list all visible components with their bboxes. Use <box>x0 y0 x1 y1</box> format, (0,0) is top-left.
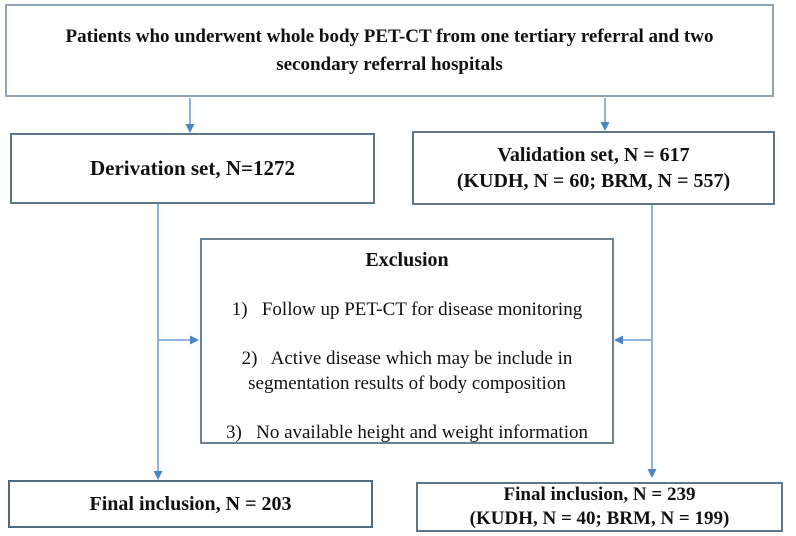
validation-set-line1: Validation set, N = 617 <box>497 144 690 166</box>
exclusion-title: Exclusion <box>365 249 449 271</box>
exclusion-item-2: 2) Active disease which may be include in segmentation results of body composition <box>241 348 573 394</box>
arrow-right-branch-to-exclusion <box>614 336 652 345</box>
exclusion-item-1: 1) Follow up PET-CT for disease monitoring <box>231 299 583 320</box>
final-inclusion-derivation-label: Final inclusion, N = 203 <box>89 492 292 515</box>
patients-source-line2: secondary referral hospitals <box>276 53 503 75</box>
arrow-left-branch-to-exclusion <box>158 336 199 345</box>
derivation-set-label: Derivation set, N=1272 <box>89 156 296 180</box>
final-inclusion-derivation-box <box>8 480 373 528</box>
validation-set-line2: (KUDH, N = 60; BRM, N = 557) <box>456 170 731 192</box>
arrow-validation-to-final-right <box>648 205 657 478</box>
final-inclusion-validation-line1: Final inclusion, N = 239 <box>503 484 696 505</box>
exclusion-criteria-box <box>200 238 614 444</box>
arrow-derivation-to-final-left <box>154 204 163 480</box>
derivation-set-box <box>10 133 375 204</box>
patients-source-box <box>5 4 774 97</box>
exclusion-item-3: 3) No available height and weight information <box>226 422 588 443</box>
validation-set-box <box>412 131 775 205</box>
arrow-top-to-validation <box>601 98 610 131</box>
arrow-top-to-derivation <box>186 98 195 133</box>
final-inclusion-validation-box <box>416 482 783 532</box>
patients-source-line1: Patients who underwent whole body PET-CT from one tertiary referral and two <box>65 25 714 47</box>
final-inclusion-validation-line2: (KUDH, N = 40; BRM, N = 199) <box>469 508 730 529</box>
